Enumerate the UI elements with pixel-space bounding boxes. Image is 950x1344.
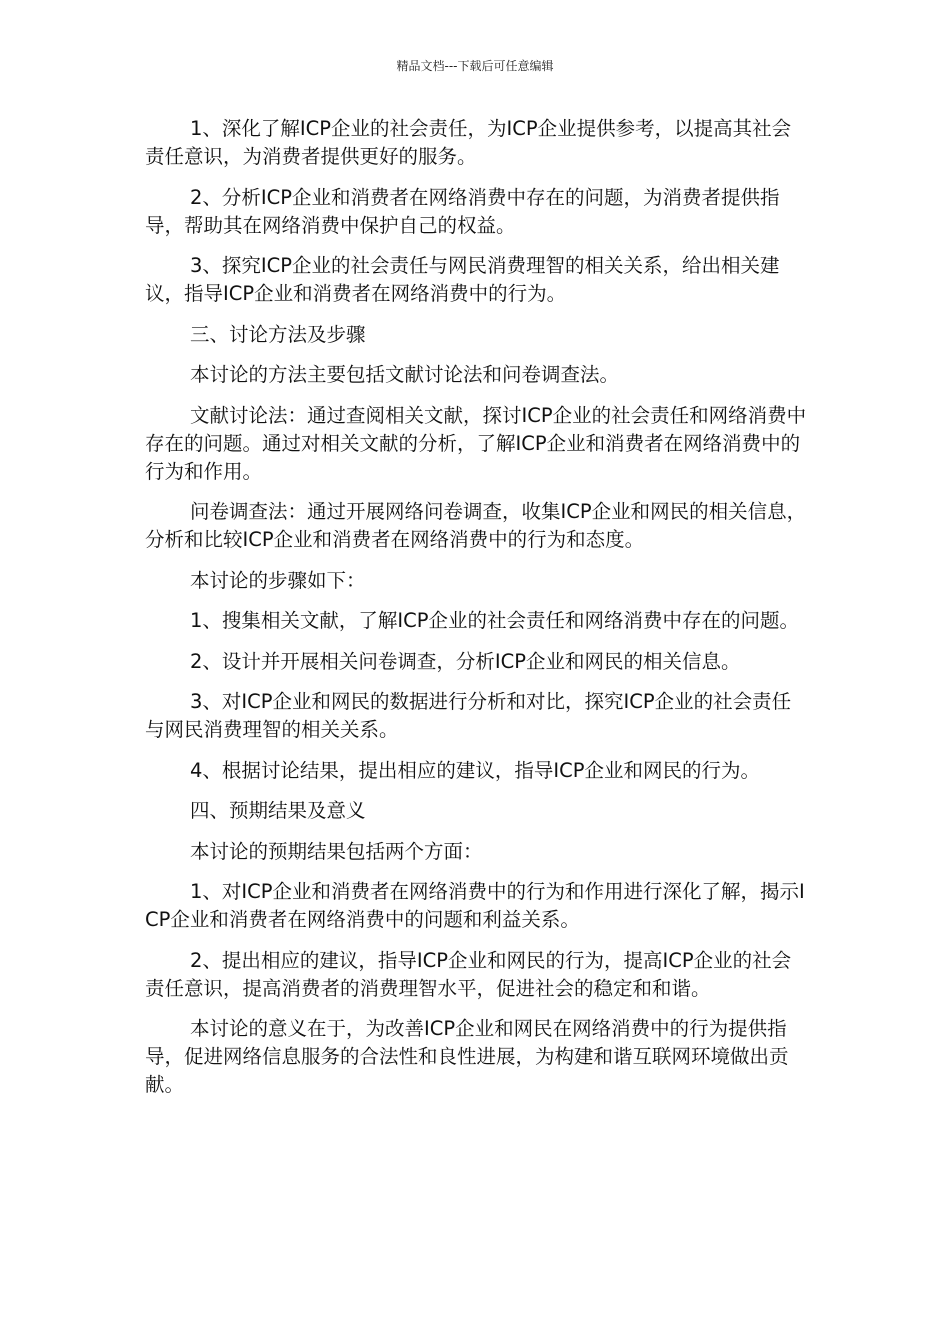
result-1-paragraph: 1、对ICP企业和消费者在网络消费中的行为和作用进行深化了解，揭示ICP企业和消费者在网络消费中的问题和利益关系。 bbox=[145, 880, 805, 931]
methods-intro-paragraph: 本讨论的方法主要包括文献讨论法和问卷调查法。 bbox=[190, 363, 620, 386]
objective-3-paragraph: 3、探究ICP企业的社会责任与网民消费理智的相关关系，给出相关建议，指导ICP企业和消费者在网络消费中的行为。 bbox=[145, 254, 780, 305]
step-2-paragraph: 2、设计并开展相关问卷调查，分析ICP企业和网民的相关信息。 bbox=[190, 649, 741, 673]
document-body bbox=[145, 115, 807, 1112]
section-heading-results: 四、预期结果及意义 bbox=[190, 799, 366, 822]
results-intro-paragraph: 本讨论的预期结果包括两个方面： bbox=[190, 839, 483, 863]
step-3-paragraph: 3、对ICP企业和网民的数据进行分析和对比，探究ICP企业的社会责任与网民消费理智的相关关系。 bbox=[145, 690, 792, 741]
objective-2-paragraph: 2、分析ICP企业和消费者在网络消费中存在的问题，为消费者提供指导，帮助其在网络消费中保护自己的权益。 bbox=[145, 185, 780, 237]
objective-1-paragraph: 1、深化了解ICP企业的社会责任，为ICP企业提供参考，以提高其社会责任意识，为消费者提供更好的服务。 bbox=[145, 117, 792, 168]
steps-intro-paragraph: 本讨论的步骤如下： bbox=[190, 568, 366, 592]
page-header: 精品文档---下载后可任意编辑 bbox=[396, 59, 554, 73]
significance-paragraph: 本讨论的意义在于，为改善ICP企业和网民在网络消费中的行为提供指导，促进网络信息服务的合法性和良性进展，为构建和谐互联网环境做出贡献。 bbox=[145, 1017, 789, 1096]
literature-method-paragraph: 文献讨论法：通过查阅相关文献，探讨ICP企业的社会责任和网络消费中存在的问题。通过对相关文献的分析，了解ICP企业和消费者在网络消费中的行为和作用。 bbox=[145, 403, 807, 483]
result-2-paragraph: 2、提出相应的建议，指导ICP企业和网民的行为，提高ICP企业的社会责任意识，提高消费者的消费理智水平，促进社会的稳定和和谐。 bbox=[145, 948, 792, 1000]
step-4-paragraph: 4、根据讨论结果，提出相应的建议，指导ICP企业和网民的行为。 bbox=[190, 758, 761, 782]
survey-method-paragraph: 问卷调查法：通过开展网络问卷调查，收集ICP企业和网民的相关信息，分析和比较ICP企业和消费者在网络消费中的行为和态度。 bbox=[145, 500, 807, 551]
step-1-paragraph: 1、搜集相关文献，了解ICP企业的社会责任和网络消费中存在的问题。 bbox=[190, 609, 800, 632]
section-heading-methods: 三、讨论方法及步骤 bbox=[190, 322, 366, 346]
